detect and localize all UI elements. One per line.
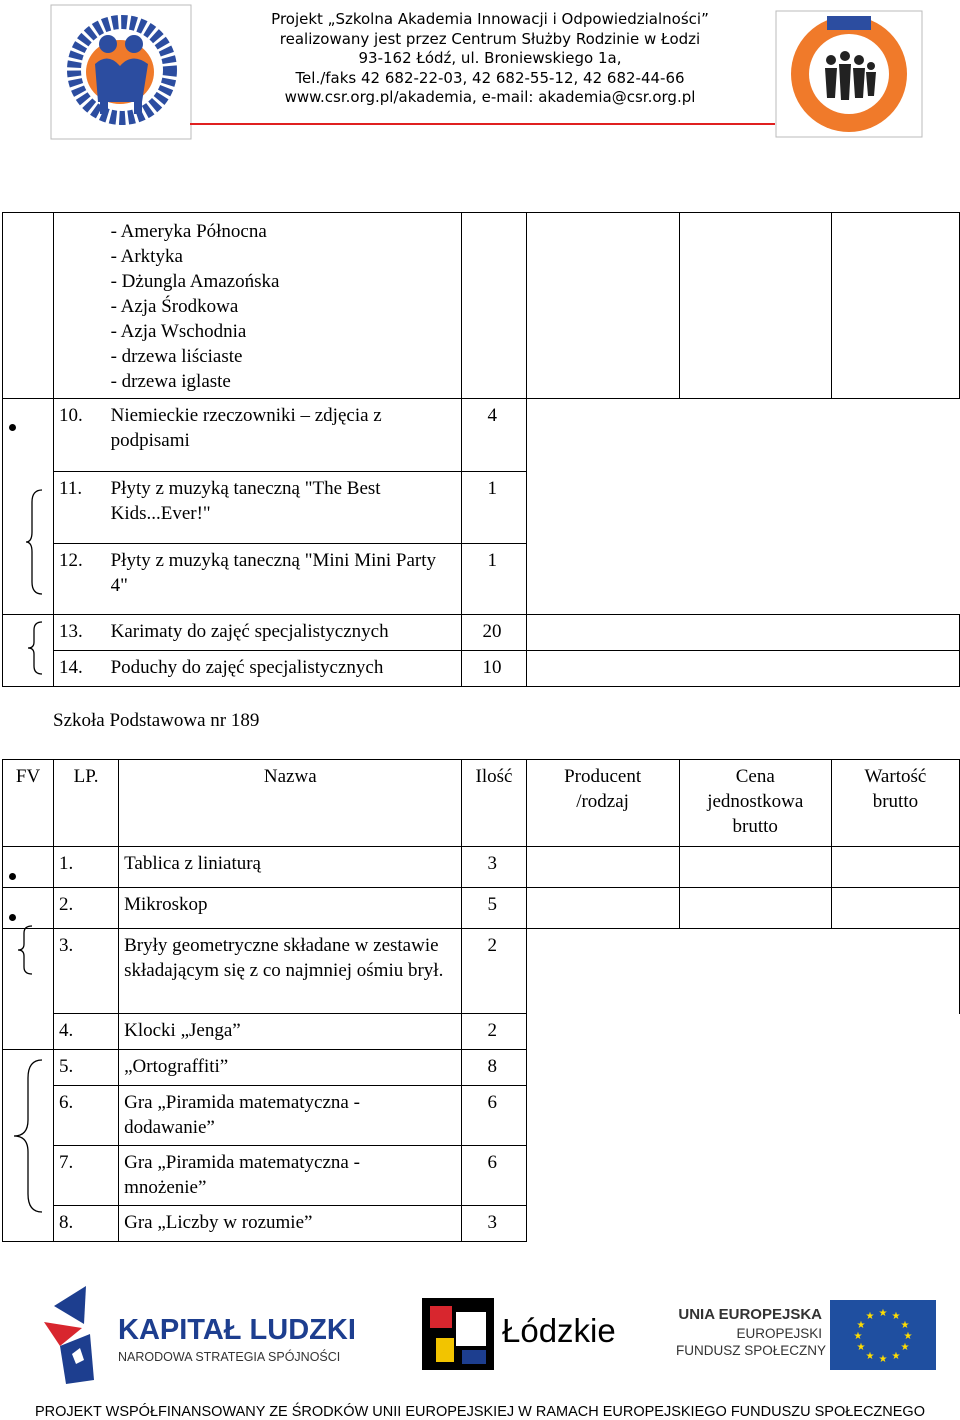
qty-cell: 10 [462, 651, 526, 687]
table-row [3, 213, 960, 399]
lodzkie-title: Łódzkie [502, 1312, 616, 1349]
qty-cell: 2 [462, 929, 526, 1014]
kapital-ludzki-subtitle: NARODOWA STRATEGIA SPÓJNOŚCI [118, 1350, 341, 1364]
list-item: - drzewa iglaste [110, 371, 231, 392]
continued-items-table [2, 212, 960, 687]
table-row [3, 1014, 960, 1050]
qty-cell: 3 [462, 1206, 526, 1242]
eu-logo [676, 1300, 938, 1372]
lp-cell: 10. [54, 399, 106, 472]
lp-cell: 8. [54, 1206, 119, 1242]
unit-price-cell [679, 213, 831, 399]
bullet-icon [9, 914, 16, 921]
school-academy-logo [50, 4, 192, 140]
qty-cell: 5 [462, 888, 526, 929]
eu-sub1: EUROPEJSKI [736, 1326, 822, 1341]
fv-cell [3, 213, 54, 399]
name-cell: Bryły geometryczne składane w zestawie składającym się z co najmniej ośmiu brył. [119, 929, 462, 1014]
lp-cell: 14. [54, 651, 106, 687]
bullet-icon [9, 424, 16, 431]
table-row [3, 1146, 960, 1206]
name-cell: Gra „Piramida matematyczna - mnożenie” [119, 1146, 462, 1206]
list-item: - Azja Środkowa [110, 296, 239, 317]
qty-cell: 6 [462, 1146, 526, 1206]
svg-text:★: ★ [865, 1311, 875, 1322]
section-title: Szkoła Podstawowa nr 189 [53, 710, 260, 731]
brace-icon [12, 1058, 44, 1214]
header-line: Tel./faks 42 682-22-03, 42 682-55-12, 42 682-44-66 [295, 68, 685, 87]
family-service-center-logo [775, 10, 923, 138]
svg-text:★: ★ [900, 1320, 910, 1331]
table-row [3, 472, 960, 544]
table-row [3, 929, 960, 1014]
lp-cell: 7. [54, 1146, 119, 1206]
table-row [3, 399, 960, 472]
qty-cell: 8 [462, 1050, 526, 1086]
footer-funding-note: PROJEKT WSPÓŁFINANSOWANY ZE ŚRODKÓW UNII EUROPEJSKIEJ W RAMACH EUROPEJSKIEGO FUNDUSZU SPOŁECZNEGO [35, 1404, 925, 1420]
svg-text:★: ★ [891, 1351, 901, 1362]
list-item: - Ameryka Północna [110, 221, 267, 242]
table-row [3, 651, 960, 687]
qty-cell: 20 [462, 615, 526, 651]
qty-cell: 1 [462, 544, 526, 615]
name-cell: Gra „Liczby w rozumie” [119, 1206, 462, 1242]
table-row [3, 544, 960, 615]
svg-text:★: ★ [856, 1320, 866, 1331]
table-row [3, 847, 960, 888]
school-items-table [2, 759, 960, 1242]
table-row [3, 615, 960, 651]
eu-title: UNIA EUROPEJSKA [678, 1306, 822, 1323]
name-cell: Klocki „Jenga” [119, 1014, 462, 1050]
name-cell: Płyty z muzyką taneczną "Mini Mini Party 4" [106, 544, 462, 615]
fv-cell [3, 1014, 54, 1050]
lp-cell: 5. [54, 1050, 119, 1086]
eu-sub2: FUNDUSZ SPOŁECZNY [676, 1343, 827, 1358]
qty-cell: 4 [462, 399, 526, 472]
kapital-ludzki-title: KAPITAŁ LUDZKI [118, 1314, 356, 1346]
svg-text:★: ★ [856, 1342, 866, 1353]
lodzkie-logo [422, 1298, 622, 1370]
svg-text:★: ★ [878, 1354, 888, 1365]
header-line: realizowany jest przez Centrum Służby Rodzinie w Łodzi [279, 29, 701, 48]
qty-cell: 3 [462, 847, 526, 888]
bullet-icon [9, 873, 16, 880]
column-header-qty: Ilość [462, 760, 526, 847]
name-cell: Płyty z muzyką taneczną "The Best Kids...Ever!" [106, 472, 462, 544]
header-line: 93-162 Łódź, ul. Broniewskiego 1a, [358, 49, 622, 67]
lp-cell: 3. [54, 929, 119, 1014]
fv-cell [3, 847, 54, 888]
table-row [3, 888, 960, 929]
svg-text:★: ★ [891, 1311, 901, 1322]
name-cell: „Ortograffiti” [119, 1050, 462, 1086]
list-item: - Azja Wschodnia [110, 321, 247, 342]
svg-text:★: ★ [865, 1351, 875, 1362]
fv-cell [3, 888, 54, 929]
column-header-producer: Producent /rodzaj [526, 760, 679, 847]
brace-icon [16, 924, 34, 976]
table-row [3, 1050, 960, 1086]
column-header-fv: FV [3, 760, 54, 847]
lp-cell: 2. [54, 888, 119, 929]
lp-cell: 6. [54, 1086, 119, 1146]
svg-text:★: ★ [900, 1342, 910, 1353]
table-header-row [3, 760, 960, 847]
producer-cell [526, 213, 679, 399]
column-header-unit-price: Cena jednostkowa brutto [679, 760, 831, 847]
fv-cell [3, 399, 54, 472]
svg-text:★: ★ [903, 1331, 913, 1342]
list-item: - Arktyka [110, 246, 183, 267]
name-cell [106, 213, 462, 399]
name-cell: Niemieckie rzeczowniki – zdjęcia z podpisami [106, 399, 462, 472]
lp-cell [54, 213, 106, 399]
value-cell [831, 213, 959, 399]
header-line: www.csr.org.pl/akademia, e-mail: akademia@csr.org.pl [284, 88, 696, 106]
list-item: - drzewa liściaste [110, 346, 243, 367]
lp-cell: 1. [54, 847, 119, 888]
brace-icon [24, 488, 44, 596]
eu-flag-icon [830, 1300, 936, 1370]
lp-cell: 13. [54, 615, 106, 651]
lp-cell: 4. [54, 1014, 119, 1050]
qty-cell: 2 [462, 1014, 526, 1050]
name-cell: Gra „Piramida matematyczna - dodawanie” [119, 1086, 462, 1146]
svg-text:★: ★ [878, 1308, 888, 1319]
lp-cell: 12. [54, 544, 106, 615]
header-contact-block [220, 10, 760, 108]
name-cell: Mikroskop [119, 888, 462, 929]
column-header-value: Wartość brutto [831, 760, 959, 847]
qty-cell: 6 [462, 1086, 526, 1146]
brace-icon [26, 620, 44, 676]
header-divider [190, 123, 775, 125]
svg-text:★: ★ [853, 1331, 863, 1342]
column-header-name: Nazwa [119, 760, 462, 847]
name-cell: Poduchy do zajęć specjalistycznych [106, 651, 462, 687]
table-row [3, 1206, 960, 1242]
qty-cell: 1 [462, 472, 526, 544]
name-cell: Karimaty do zajęć specjalistycznych [106, 615, 462, 651]
table-row [3, 1086, 960, 1146]
lp-cell: 11. [54, 472, 106, 544]
header-line: Projekt „Szkolna Akademia Innowacji i Odpowiedzialności” [271, 10, 709, 28]
list-item: - Dżungla Amazońska [110, 271, 280, 292]
kapital-ludzki-logo [36, 1284, 356, 1386]
name-cell: Tablica z liniaturą [119, 847, 462, 888]
qty-cell [462, 213, 526, 399]
column-header-lp: LP. [54, 760, 119, 847]
